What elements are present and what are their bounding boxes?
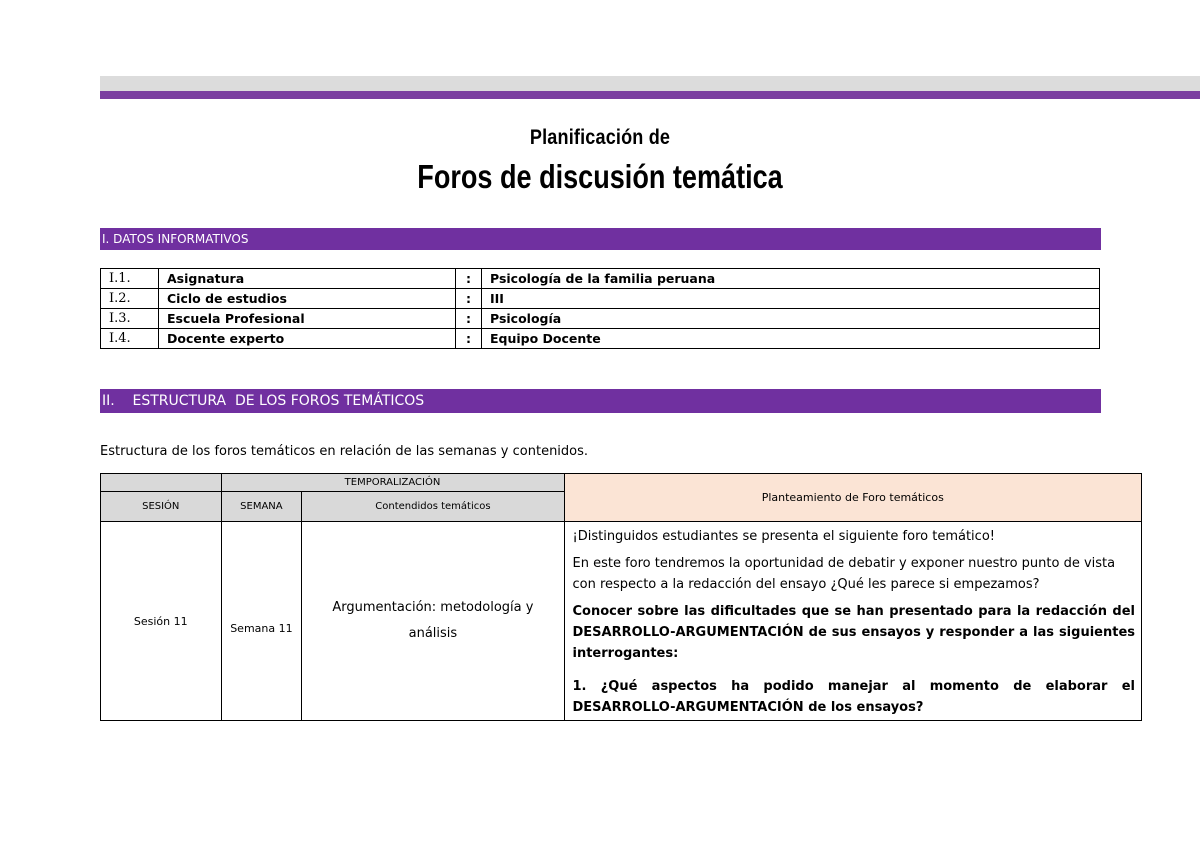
- row-label: Ciclo de estudios: [159, 289, 456, 309]
- table-row: [101, 522, 1142, 721]
- header-band-gray: [100, 76, 1200, 91]
- info-table: [100, 268, 1100, 349]
- row-number: I.2.: [101, 289, 159, 309]
- section-header-estructura: II. ESTRUCTURA DE LOS FOROS TEMÁTICOS: [100, 389, 1101, 413]
- row-value: Psicología: [482, 309, 1100, 329]
- section-intro-text: Estructura de los foros temáticos en relación de las semanas y contenidos.: [100, 444, 589, 459]
- row-value: III: [482, 289, 1100, 309]
- contenido-cell: Argumentación: metodología y análisis: [302, 522, 564, 721]
- forum-greeting: ¡Distinguidos estudiantes se presenta el siguiente foro temático!: [572, 529, 995, 544]
- row-colon: :: [456, 289, 482, 309]
- row-number: I.4.: [101, 329, 159, 349]
- row-value: Equipo Docente: [482, 329, 1100, 349]
- table-row: [101, 309, 1100, 329]
- table-row: [101, 289, 1100, 309]
- forum-description: En este foro tendremos la oportunidad de debatir y exponer nuestro punto de vista con respecto a la redacción del ensayo ¿Qué les parece si empezamos?: [572, 556, 1116, 592]
- forum-question-1: 1. ¿Qué aspectos ha podido manejar al momento de elaborar el DESARROLLO-ARGUMENTACIÓN de los ensayos?: [572, 679, 1135, 715]
- header-contenidos: Contendidos temáticos: [302, 492, 564, 522]
- header-planteamiento: Planteamiento de Foro temáticos: [564, 474, 1142, 522]
- planteamiento-cell: [564, 522, 1142, 721]
- header-sesion: SESIÓN: [101, 492, 222, 522]
- forum-structure-table: [100, 473, 1142, 721]
- page-title: Foros de discusión temática: [417, 158, 783, 195]
- row-label: Escuela Profesional: [159, 309, 456, 329]
- row-number: I.1.: [101, 269, 159, 289]
- row-label: Asignatura: [159, 269, 456, 289]
- header-band-purple: [100, 91, 1200, 99]
- row-value: Psicología de la familia peruana: [482, 269, 1100, 289]
- row-number: I.3.: [101, 309, 159, 329]
- row-colon: :: [456, 329, 482, 349]
- header-temporalizacion: TEMPORALIZACIÓN: [221, 474, 564, 492]
- section-header-datos: I. DATOS INFORMATIVOS: [100, 228, 1101, 250]
- table-row: [101, 329, 1100, 349]
- row-colon: :: [456, 269, 482, 289]
- row-colon: :: [456, 309, 482, 329]
- header-semana: SEMANA: [221, 492, 302, 522]
- page-subtitle: Planificación de: [529, 126, 671, 149]
- forum-instructions: Conocer sobre las dificultades que se han presentado para la redacción del DESARROLLO-ARGUMENTACIÓN de sus ensayos y responder a las siguientes interrogantes:: [572, 604, 1135, 661]
- header-blank-cell: [101, 474, 222, 492]
- sesion-cell: Sesión 11: [101, 522, 222, 721]
- table-row: [101, 269, 1100, 289]
- row-label: Docente experto: [159, 329, 456, 349]
- semana-cell: Semana 11: [221, 522, 302, 721]
